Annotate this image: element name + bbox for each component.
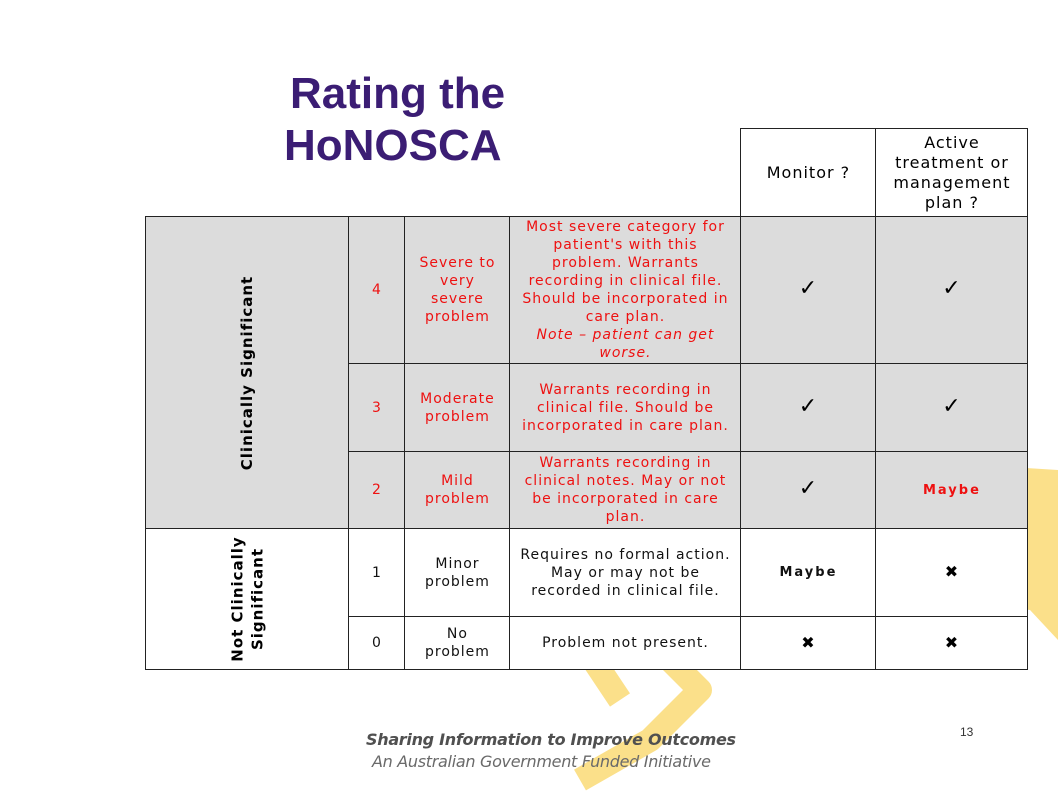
monitor-cell	[741, 529, 876, 617]
rating-label: Mild problem	[405, 452, 510, 529]
page-number: 13	[960, 725, 974, 739]
active-cell	[876, 364, 1028, 452]
rating-value: 3	[349, 364, 405, 452]
group-label-clinically-significant: Clinically Significant	[146, 217, 349, 529]
rating-label: Moderate problem	[405, 364, 510, 452]
checkmark-icon: ✓	[798, 393, 819, 419]
rating-value: 0	[349, 617, 405, 670]
maybe-text: Maybe	[779, 565, 838, 580]
honosca-rating-table	[145, 128, 1028, 670]
rating-description: Most severe category for patient's with this problem. Warrants recording in clinical file. Should be incorporated in care plan. Note – patient can get worse.	[510, 217, 741, 364]
cross-icon: ✖	[801, 632, 816, 652]
rating-description: Requires no formal action. May or may not be recorded in clinical file.	[510, 529, 741, 617]
checkmark-icon: ✓	[942, 276, 962, 301]
rating-label: Minor problem	[405, 529, 510, 617]
rating-label: No problem	[405, 617, 510, 670]
checkmark-icon: ✓	[798, 276, 819, 301]
monitor-cell	[741, 452, 876, 529]
monitor-cell	[741, 364, 876, 452]
footer-tagline: Sharing Information to Improve Outcomes An Australian Government Funded Initiative	[366, 730, 736, 771]
checkmark-icon: ✓	[942, 393, 962, 419]
rating-value: 1	[349, 529, 405, 617]
rating-note: Note – patient can get	[536, 327, 715, 343]
column-header-monitor: Monitor ?	[741, 129, 876, 217]
cross-icon: ✖	[944, 632, 960, 652]
table-row	[146, 529, 1028, 617]
active-cell	[876, 617, 1028, 670]
rating-label: Severe to very severe problem	[405, 217, 510, 364]
rating-description: Problem not present.	[510, 617, 741, 670]
maybe-text: Maybe	[923, 482, 981, 498]
table-row	[146, 217, 1028, 364]
column-header-active-treatment: Active treatment or management plan ?	[876, 129, 1028, 217]
group-label-not-clinically-significant: Not Clinically Significant	[146, 529, 349, 670]
monitor-cell	[741, 217, 876, 364]
active-cell	[876, 529, 1028, 617]
slide-title: Rating the HoNOSCA	[284, 69, 506, 170]
rating-value: 2	[349, 452, 405, 529]
checkmark-icon: ✓	[798, 476, 819, 501]
active-cell	[876, 217, 1028, 364]
rating-description: Warrants recording in clinical file. Should be incorporated in care plan.	[510, 364, 741, 452]
monitor-cell	[741, 617, 876, 670]
rating-description: Warrants recording in clinical notes. May or not be incorporated in care plan.	[510, 452, 741, 529]
cross-icon: ✖	[944, 562, 960, 581]
active-cell	[876, 452, 1028, 529]
rating-value: 4	[349, 217, 405, 364]
